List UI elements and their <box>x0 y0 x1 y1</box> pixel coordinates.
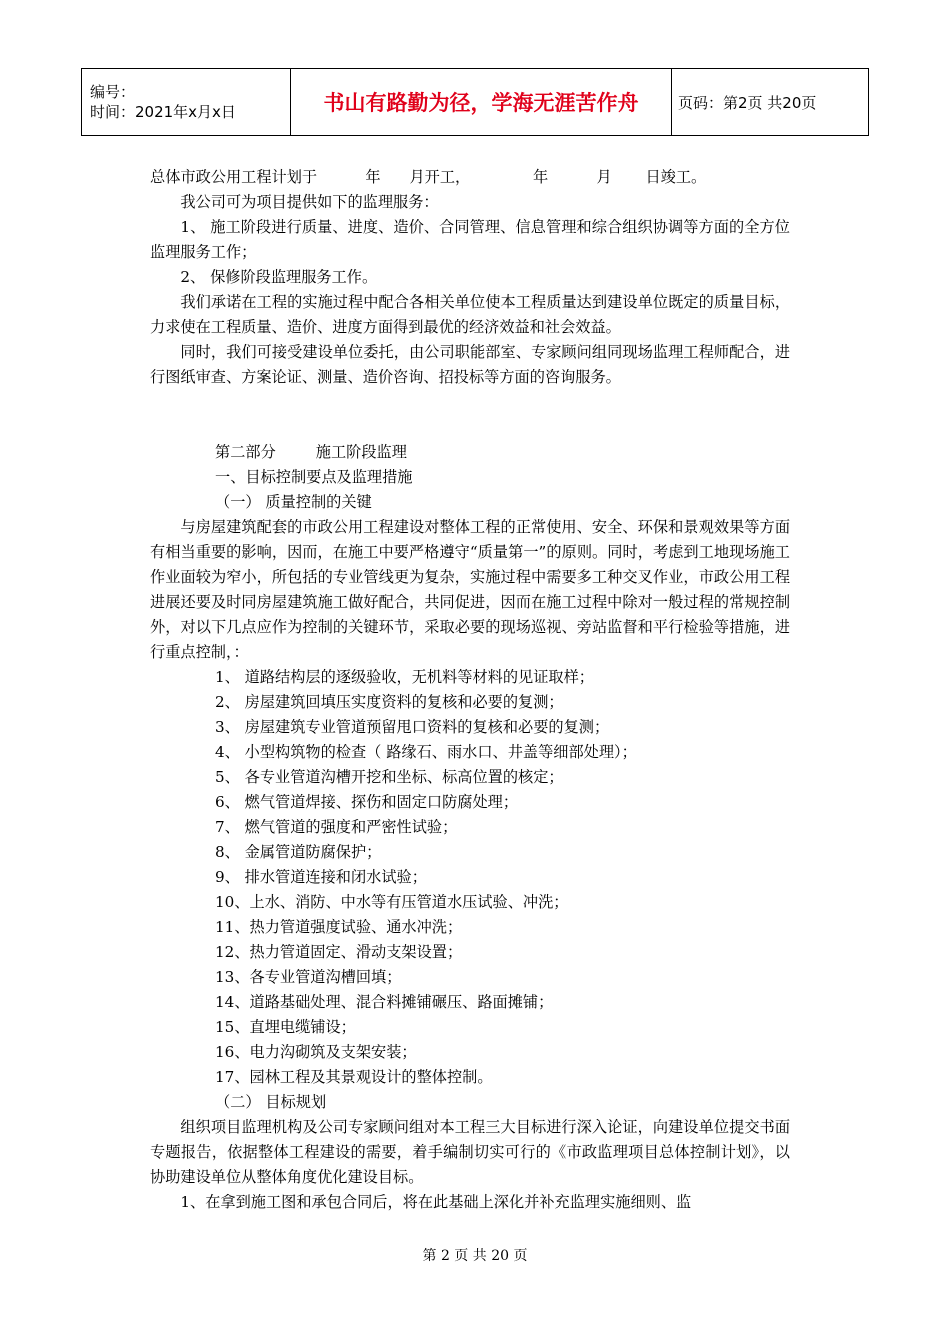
list-item: 3、 房屋建筑专业管道预留甩口资料的复核和必要的复测； <box>215 718 610 736</box>
header-meta <box>82 69 291 136</box>
service-item-1: 1、 施工阶段进行质量、进度、造价、合同管理、信息管理和综合组织协调等方面的全方位监理服务工作； <box>150 218 790 261</box>
list-item: 10、上水、消防、中水等有压管道水压试验、冲洗； <box>215 893 569 911</box>
list-item: 15、直埋电缆铺设； <box>215 1018 356 1036</box>
planning-item-1: 1、在拿到施工图和承包合同后，将在此基础上深化并补充监理实施细则、监 <box>180 1193 692 1211</box>
list-item: 1、 道路结构层的逐级验收，无机料等材料的见证取样； <box>215 668 594 686</box>
list-item: 17、园林工程及其景观设计的整体控制。 <box>215 1068 493 1086</box>
quality-intro: 与房屋建筑配套的市政公用工程建设对整体工程的正常使用、安全、环保和景观效果等方面有相当重要的影响，因而，在施工中要严格遵守“质量第一”的原则。同时，考虑到工地现场施工作业面较为窄小，所包括的专业管线更为复杂，实施过程中需要多工种交叉作业，市政公用工程进展还要及时同房屋建筑施工做好配合，共同促进，因而在施工过程中除对一般过程的常规控制外，对以下几点应作为控制的关键环节，采取必要的现场巡视、旁站监督和平行检验等措施，进行重点控制，： <box>150 518 790 661</box>
list-item: 4、 小型构筑物的检查（ 路缘石、雨水口、井盖等细部处理）； <box>215 743 637 761</box>
service-item-2: 2、 保修阶段监理服务工作。 <box>180 268 378 286</box>
part-title: 施工阶段监理 <box>315 443 407 461</box>
header-page-label: 页码：第2页 共20页 <box>672 69 869 136</box>
subsection-heading-planning: （二） 目标规划 <box>215 1093 327 1111</box>
part-heading <box>150 440 790 465</box>
page-footer: 第 2 页 共 20 页 <box>422 1248 528 1264</box>
header-number-label: 编号： <box>90 83 136 101</box>
list-item: 11、热力管道强度试验、通水冲洗； <box>215 918 463 936</box>
section-heading: 一、目标控制要点及监理措施 <box>215 468 413 486</box>
subsection-heading-quality: （一） 质量控制的关键 <box>215 493 372 511</box>
list-item: 16、电力沟砌筑及支架安装； <box>215 1043 417 1061</box>
document-body <box>150 165 790 1215</box>
list-item: 2、 房屋建筑回填压实度资料的复核和必要的复测； <box>215 693 564 711</box>
list-item: 13、各专业管道沟槽回填； <box>215 968 402 986</box>
commitment-paragraph: 我们承诺在工程的实施过程中配合各相关单位使本工程质量达到建设单位既定的质量目标，力求使在工程质量、造价、进度方面得到最优的经济效益和社会效益。 <box>150 293 790 336</box>
planning-paragraph: 组织项目监理机构及公司专家顾问组对本工程三大目标进行深入论证，向建设单位提交书面专题报告，依据整体工程建设的需要，着手编制切实可行的《市政监理项目总体控制计划》，以协助建设单位从整体角度优化建设目标。 <box>150 1118 790 1186</box>
header-time-label: 时间：2021年x月x日 <box>90 103 236 121</box>
page-header <box>81 68 869 136</box>
list-item: 6、 燃气管道焊接、探伤和固定口防腐处理； <box>215 793 519 811</box>
list-item: 7、 燃气管道的强度和严密性试验； <box>215 818 458 836</box>
list-item: 14、道路基础处理、混合料摊铺碾压、路面摊铺； <box>215 993 554 1011</box>
consulting-paragraph: 同时，我们可接受建设单位委托，由公司职能部室、专家顾问组同现场监理工程师配合，进行图纸审查、方案论证、测量、造价咨询、招投标等方面的咨询服务。 <box>150 343 790 386</box>
list-item: 5、 各专业管道沟槽开挖和坐标、标高位置的核定； <box>215 768 564 786</box>
schedule-line: 总体市政公用工程计划于 年 月开工， 年 月 日竣工。 <box>150 168 707 186</box>
header-motto: 书山有路勤为径，学海无涯苦作舟 <box>291 69 672 136</box>
list-item: 12、热力管道固定、滑动支架设置； <box>215 943 463 961</box>
service-intro: 我公司可为项目提供如下的监理服务： <box>180 193 439 211</box>
list-item: 9、 排水管道连接和闭水试验； <box>215 868 427 886</box>
part-label: 第二部分 <box>215 443 276 461</box>
list-item: 8、 金属管道防腐保护； <box>215 843 382 861</box>
